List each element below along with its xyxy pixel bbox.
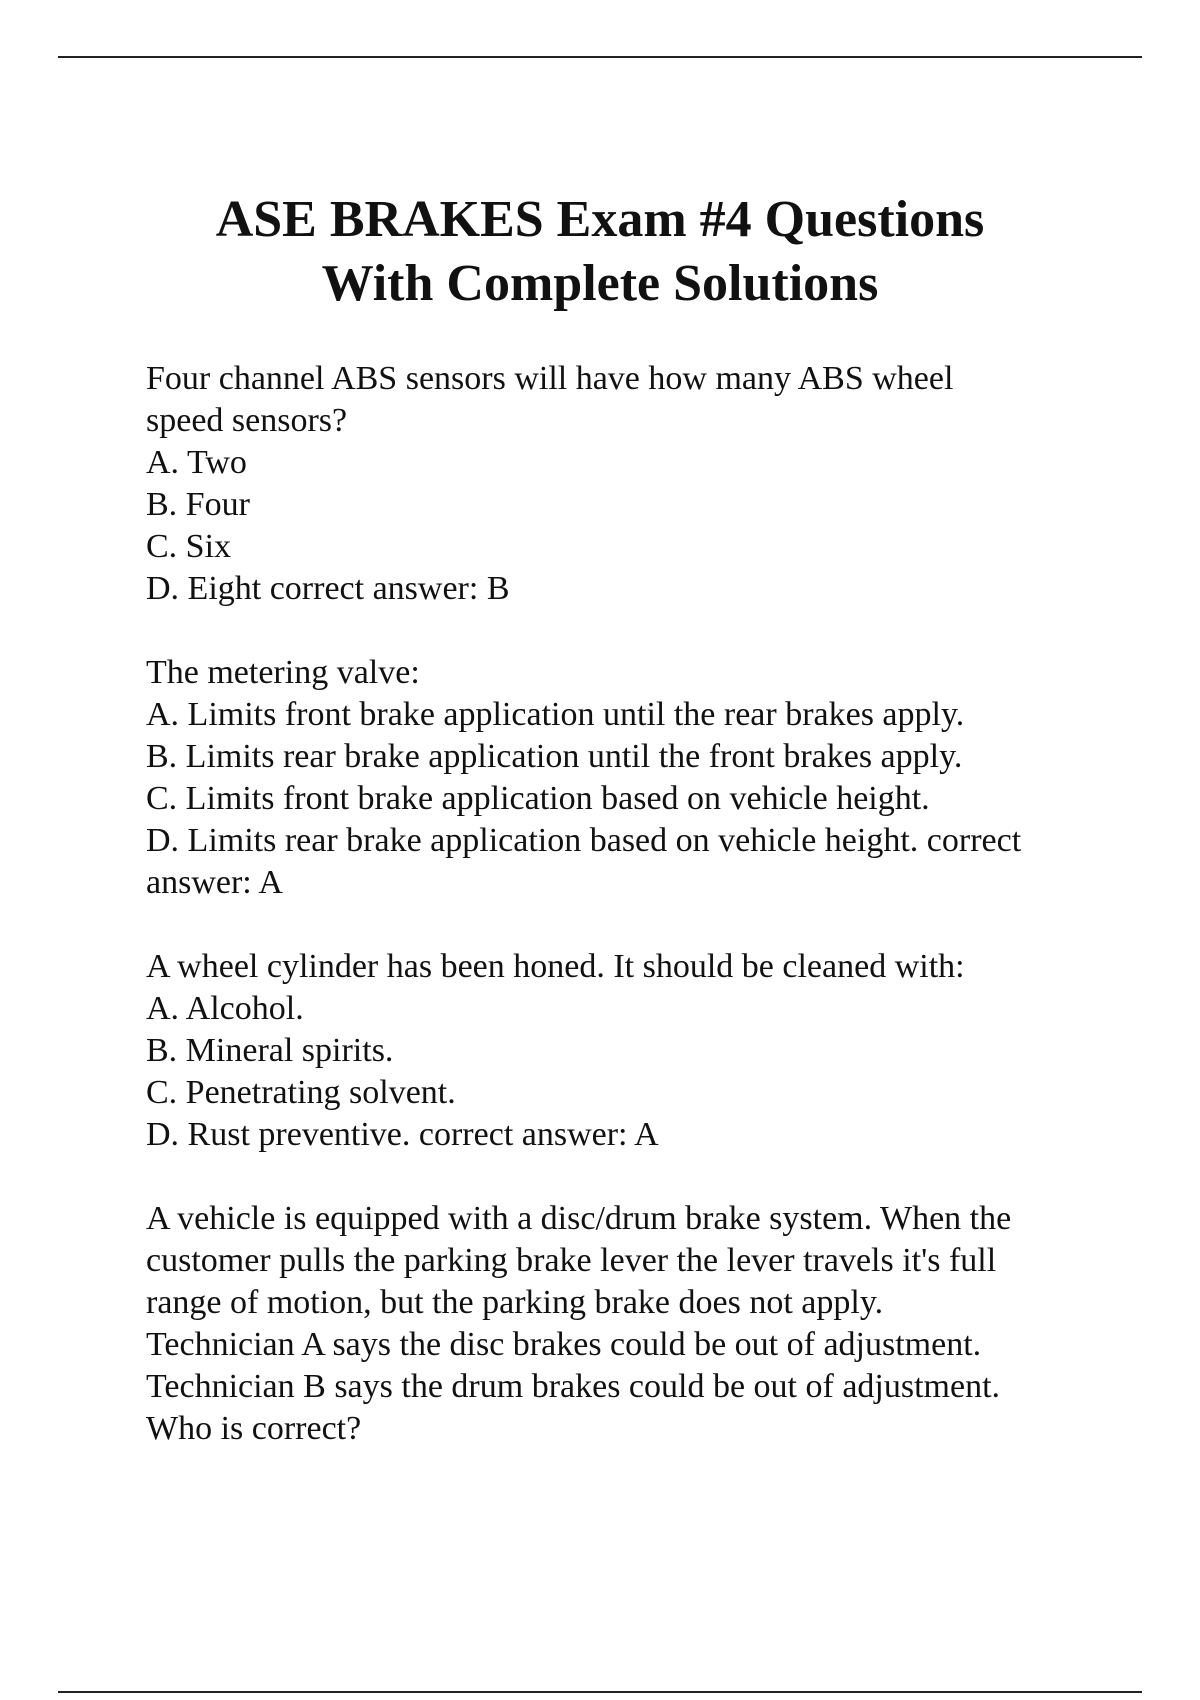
answer-option: D. Eight correct answer: B [146, 570, 510, 607]
question-text: Technician A says the disc brakes could be out of adjustment. [146, 1326, 982, 1363]
top-rule [58, 56, 1142, 58]
answer-option: D. Limits rear brake application based on vehicle height. correct [146, 822, 1022, 859]
answer-option: B. Mineral spirits. [146, 1032, 394, 1069]
answer-option: C. Six [146, 528, 232, 565]
question-4 [146, 1198, 1106, 1450]
answer-option: A. Limits front brake application until the rear brakes apply. [146, 696, 965, 733]
question-1 [146, 358, 1106, 610]
question-text: customer pulls the parking brake lever the lever travels it's full [146, 1242, 997, 1279]
question-2 [146, 652, 1106, 904]
question-text: Technician B says the drum brakes could be out of adjustment. [146, 1368, 1001, 1405]
bottom-rule [58, 1691, 1142, 1693]
title-line: ASE BRAKES Exam #4 Questions [215, 191, 985, 248]
answer-option: D. Rust preventive. correct answer: A [146, 1116, 659, 1153]
answer-option: C. Penetrating solvent. [146, 1074, 456, 1111]
answer-option: C. Limits front brake application based on vehicle height. [146, 780, 930, 817]
answer-option: B. Limits rear brake application until the front brakes apply. [146, 738, 963, 775]
question-3 [146, 946, 1106, 1156]
page-title [100, 188, 1100, 316]
question-text: Who is correct? [146, 1410, 362, 1447]
question-list [146, 358, 1106, 1492]
question-text: The metering valve: [146, 654, 420, 691]
answer-option: A. Two [146, 444, 247, 481]
title-line: With Complete Solutions [321, 255, 879, 312]
question-text: speed sensors? [146, 402, 348, 439]
question-text: A wheel cylinder has been honed. It should be cleaned with: [146, 948, 965, 985]
question-text: Four channel ABS sensors will have how many ABS wheel [146, 360, 954, 397]
answer-option: A. Alcohol. [146, 990, 304, 1027]
answer-option: B. Four [146, 486, 250, 523]
question-text: A vehicle is equipped with a disc/drum brake system. When the [146, 1200, 1012, 1237]
question-text: range of motion, but the parking brake does not apply. [146, 1284, 884, 1321]
correct-answer: answer: A [146, 864, 283, 901]
